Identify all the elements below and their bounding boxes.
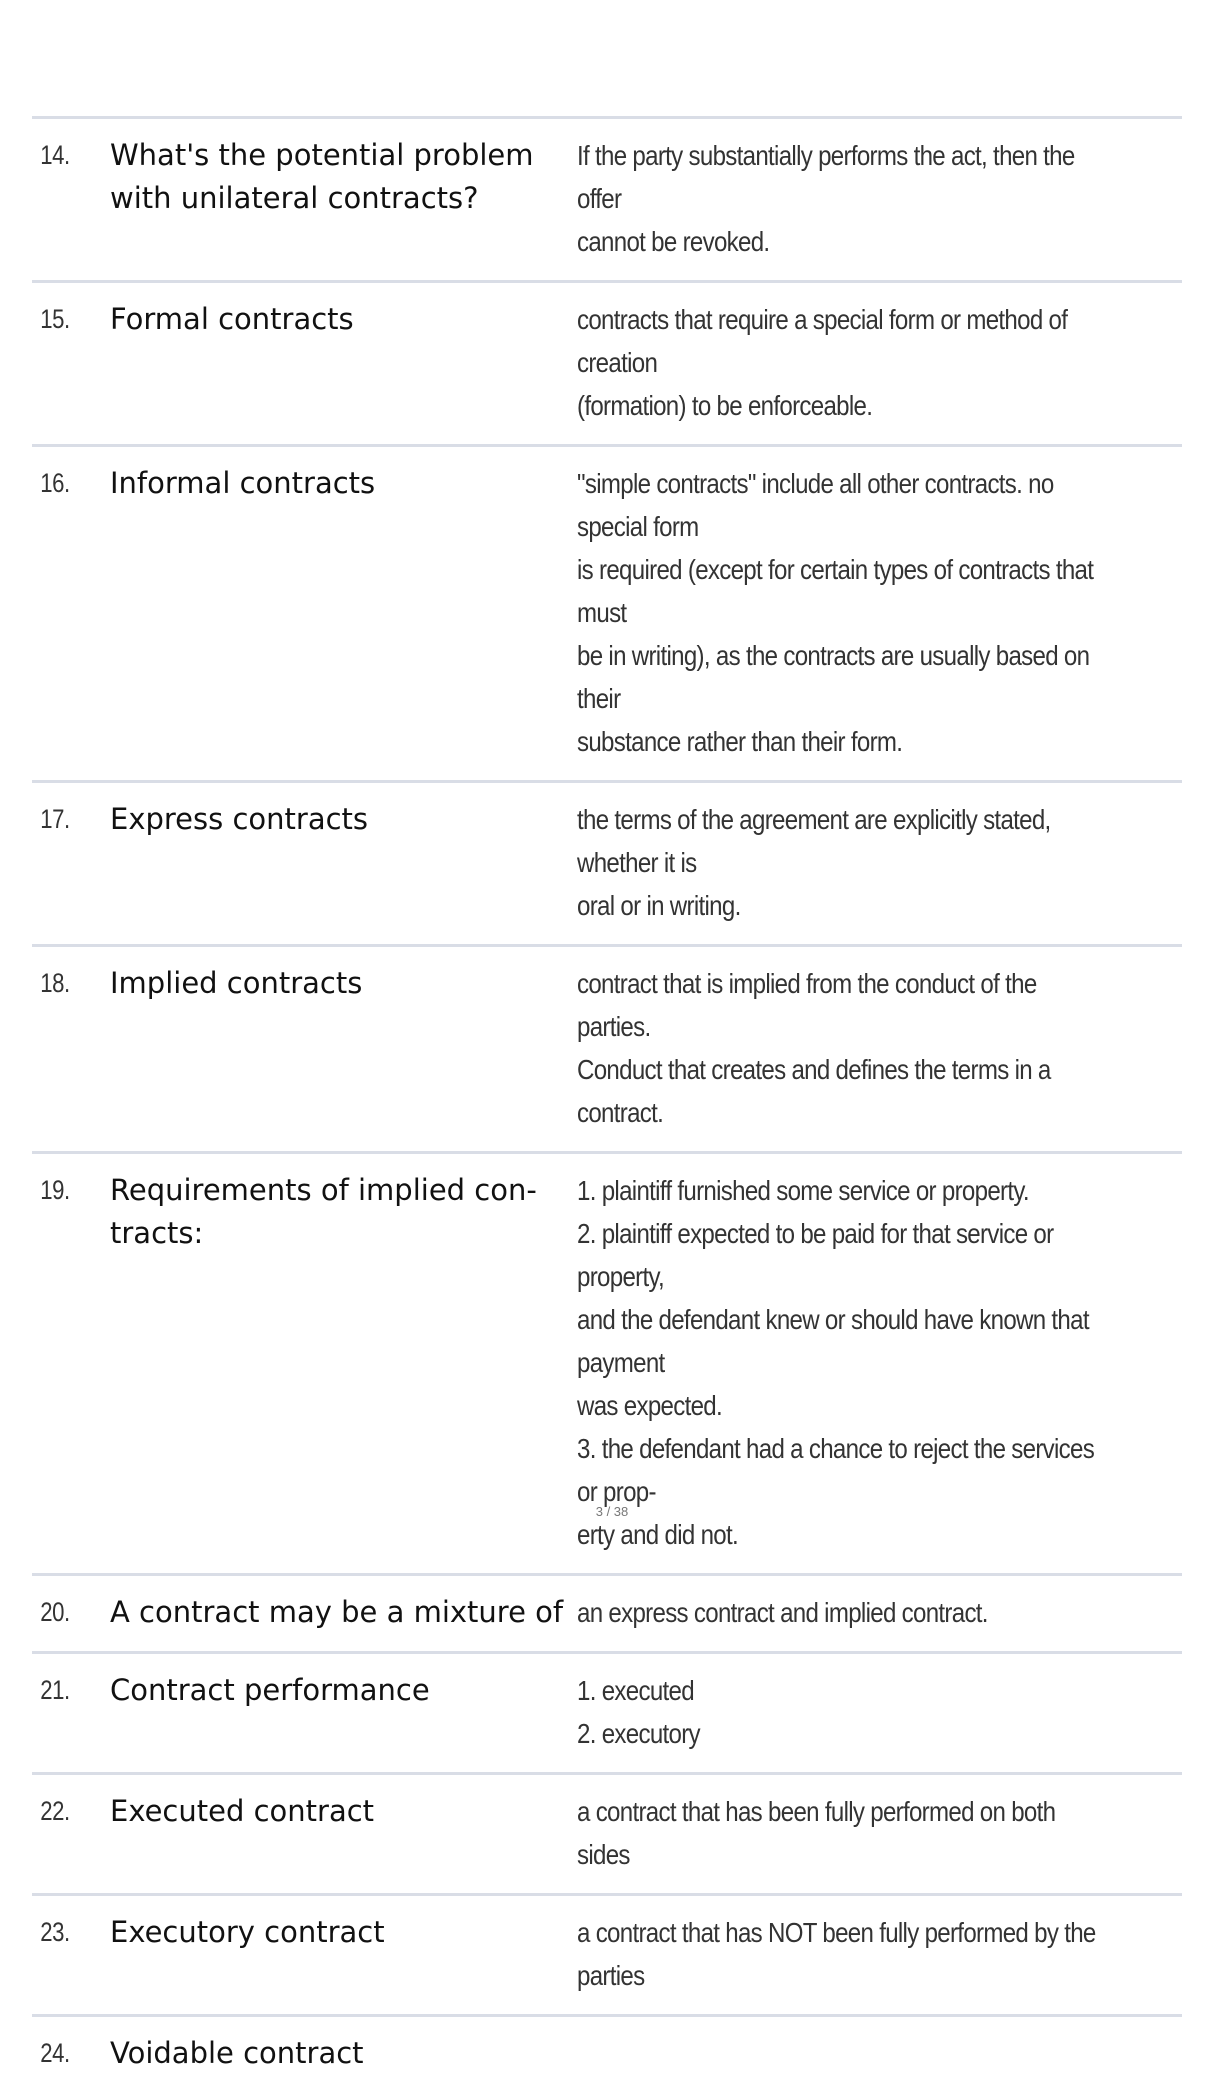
flashcard-row-22 (32, 1772, 1182, 1893)
term-text: Implied contracts (110, 966, 363, 1000)
row-number: 23. (40, 1917, 70, 1947)
term-text: Informal contracts (110, 466, 376, 500)
flashcard-row-18 (32, 944, 1182, 1151)
term-text: Contract performance (110, 1673, 430, 1707)
row-number: 17. (40, 804, 70, 834)
page-indicator: 3 / 38 (595, 1504, 629, 1519)
flashcard-row-17 (32, 780, 1182, 944)
flashcard-row-14 (32, 116, 1182, 280)
term-text: Express contracts (110, 802, 369, 836)
row-number: 15. (40, 304, 70, 334)
flashcard-list (32, 116, 1182, 2075)
term-text: Voidable contract (110, 2036, 364, 2070)
term-text: Executed contract (110, 1794, 375, 1828)
definition-text: contract that is implied from the conduct of the parties. Conduct that creates and defines the terms in a contract. (577, 968, 1051, 1128)
flashcard-row-23 (32, 1893, 1182, 2014)
row-number: 22. (40, 1796, 70, 1826)
flashcard-row-15 (32, 280, 1182, 444)
row-number: 19. (40, 1175, 70, 1205)
definition-text: If the party substantially performs the act, then the offer cannot be revoked. (577, 140, 1075, 257)
row-number: 21. (40, 1675, 70, 1705)
row-number: 24. (40, 2038, 70, 2068)
flashcard-row-24 (32, 2014, 1182, 2075)
flashcard-row-21 (32, 1651, 1182, 1772)
row-number: 16. (40, 468, 70, 498)
definition-text: "simple contracts" include all other contracts. no special form is required (except for certain types of contracts that must be in writing), as the contracts are usually based on their substance rather than their form. (577, 468, 1094, 757)
row-number: 20. (40, 1597, 70, 1627)
definition-text: a contract that has NOT been fully performed by the parties (577, 1917, 1096, 1991)
flashcard-row-16 (32, 444, 1182, 780)
flashcard-row-20 (32, 1573, 1182, 1651)
definition-text: 1. plaintiff furnished some service or property. 2. plaintiff expected to be paid for that service or property, and the defendant knew or should have known that payment was expected. 3. the defendant had a chance to reject the services or prop- erty and did not. (577, 1175, 1095, 1550)
definition-text: 1. executed 2. executory (577, 1675, 700, 1749)
term-text: A contract may be a mixture of (110, 1595, 564, 1629)
row-number: 14. (40, 140, 70, 170)
definition-text: an express contract and implied contract. (577, 1597, 988, 1628)
term-text: Requirements of implied con- tracts: (110, 1173, 537, 1250)
definition-text (577, 2032, 1097, 2075)
definition-text: contracts that require a special form or method of creation (formation) to be enforceable. (577, 304, 1068, 421)
term-text: Formal contracts (110, 302, 354, 336)
term-text: What's the potential problem with unilateral contracts? (110, 138, 534, 215)
term-text: Executory contract (110, 1915, 385, 1949)
definition-text: a contract that has been fully performed on both sides (577, 1796, 1056, 1870)
row-number: 18. (40, 968, 70, 998)
definition-text: the terms of the agreement are explicitly stated, whether it is oral or in writing. (577, 804, 1051, 921)
